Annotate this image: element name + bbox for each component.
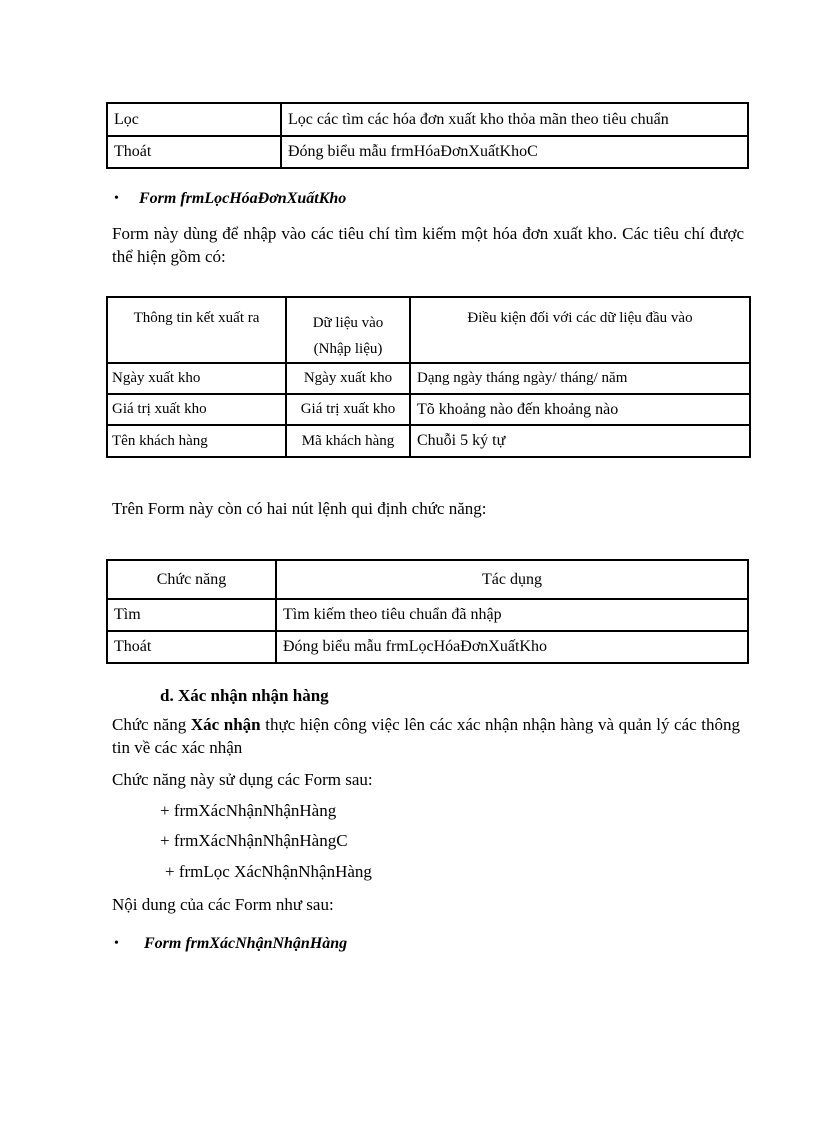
header-input-line1: Dữ liệu vào	[312, 315, 384, 331]
cell-input: Giá trị xuất kho	[286, 394, 410, 425]
paragraph: Chức năng này sử dụng các Form sau:	[112, 770, 373, 789]
cell-description: Đóng biểu mẫu frmHóaĐơnXuấtKhoC	[281, 136, 748, 168]
table-header-row	[107, 560, 748, 599]
table-row	[107, 425, 750, 457]
table-row	[107, 599, 748, 631]
bullet-marker: •	[114, 936, 119, 951]
table-row	[107, 631, 748, 663]
cell-output: Tên khách hàng	[107, 425, 286, 457]
cell-button: Tìm	[107, 599, 276, 631]
table-row	[107, 136, 748, 168]
cell-condition: Dạng ngày tháng ngày/ tháng/ năm	[410, 363, 750, 394]
header-condition: Điều kiện đối với các dữ liệu đầu vào	[410, 297, 750, 363]
cell-output: Ngày xuất kho	[107, 363, 286, 394]
table-form-buttons-1	[106, 102, 749, 169]
cell-description: Đóng biểu mẫu frmLọcHóaĐơnXuấtKho	[276, 631, 748, 663]
cell-button: Thoát	[107, 631, 276, 663]
bullet-heading: Form frmXácNhậnNhậnHàng	[144, 935, 348, 952]
table-row	[107, 394, 750, 425]
cell-output: Giá trị xuất kho	[107, 394, 286, 425]
table-form-buttons-2	[106, 559, 749, 664]
form-list-item: + frmXácNhậnNhậnHàng	[160, 801, 337, 820]
cell-input: Mã khách hàng	[286, 425, 410, 457]
table-row	[107, 363, 750, 394]
table-header-row	[107, 297, 750, 363]
table-row	[107, 103, 748, 136]
header-effect: Tác dụng	[276, 560, 748, 599]
form-list-item: + frmXácNhậnNhậnHàngC	[160, 831, 348, 850]
paragraph	[112, 713, 740, 759]
cell-button: Lọc	[107, 103, 281, 136]
paragraph: Nội dung của các Form như sau:	[112, 895, 334, 914]
cell-input: Ngày xuất kho	[286, 363, 410, 394]
cell-button: Thoát	[107, 136, 281, 168]
cell-description: Tìm kiếm theo tiêu chuẩn đã nhập	[276, 599, 748, 631]
header-input-data	[286, 297, 410, 363]
bullet-marker: •	[114, 191, 119, 206]
paragraph-bold: Xác nhận	[190, 715, 261, 734]
cell-condition: Tõ khoảng nào đến khoảng nào	[410, 394, 750, 425]
paragraph-text: thực hiện công việc lên các xác nhận nhận hàng và quản lý các thông tin về các xác nhận	[112, 715, 741, 757]
paragraph-text: Chức năng	[112, 715, 191, 734]
table-search-criteria	[106, 296, 751, 458]
paragraph: Form này dùng để nhập vào các tiêu chí tìm kiếm một hóa đơn xuất kho. Các tiêu chí được thể hiện gồm có:	[112, 224, 744, 266]
header-output-info: Thông tin kết xuất ra	[107, 297, 286, 363]
bullet-heading: Form frmLọcHóaĐơnXuấtKho	[139, 190, 347, 207]
cell-description: Lọc các tìm các hóa đơn xuất kho thỏa mãn theo tiêu chuẩn	[281, 103, 748, 136]
header-input-line2: (Nhập liệu)	[313, 341, 383, 357]
cell-condition: Chuỗi 5 ký tự	[410, 425, 750, 457]
paragraph: Trên Form này còn có hai nút lệnh qui định chức năng:	[112, 499, 487, 518]
section-heading: d. Xác nhận nhận hàng	[160, 686, 329, 705]
form-list-item: + frmLọc XácNhậnNhậnHàng	[165, 862, 372, 881]
header-function: Chức năng	[107, 560, 276, 599]
